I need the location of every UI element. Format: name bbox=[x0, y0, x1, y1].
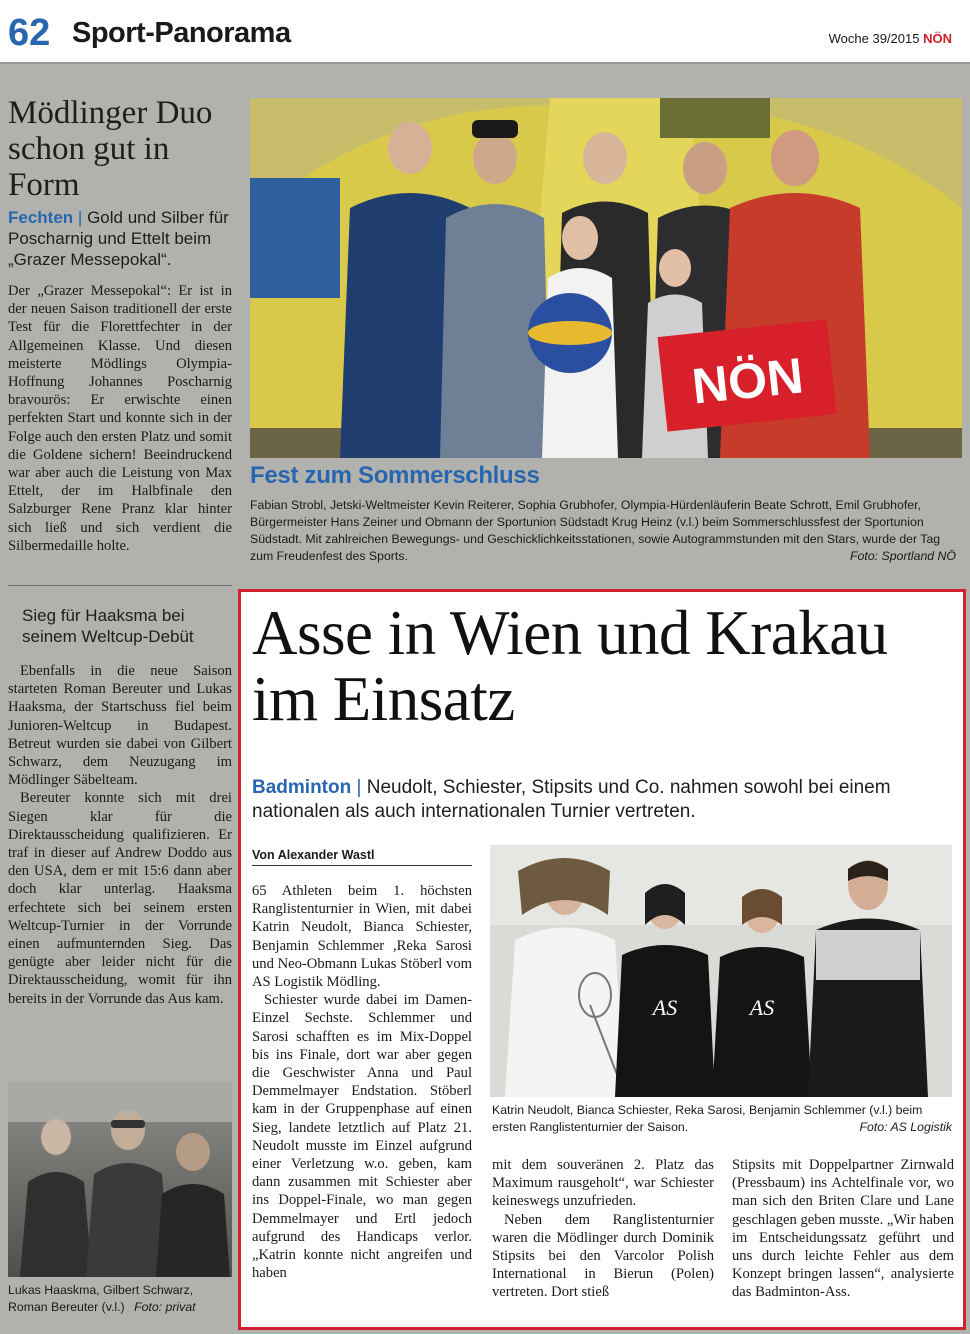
kicker-text: Gold und Silber für Poscharnig und Ettelt beim „Grazer Messepokal“. bbox=[8, 208, 229, 269]
fencers-photo-image bbox=[8, 1082, 232, 1277]
non-sign-text: NÖN bbox=[689, 347, 806, 415]
photo-credit: Foto: AS Logistik bbox=[859, 1120, 952, 1134]
caption-text: Fabian Strobl, Jetski-Weltmeister Kevin Reiterer, Sophia Grubhofer, Olympia-Hürdenläuferin Beate Schrott, Emil Grubhofer, Bürgermeister Hans Zeiner und Obmann der Sportunion Südstadt Krug Heinz (v.l.) beim Sommerschlussfest der Sportunion Südstadt. Mit zahlreichen Bewegungs- und Geschicklichkeitsstationen, sowie Autogrammstunden mit den Stars, wurde der Tag zum Freudenfest des Sports. bbox=[250, 498, 941, 563]
kicker-tag: Badminton bbox=[252, 777, 352, 798]
divider bbox=[8, 585, 232, 586]
kicker-text: Neudolt, Schiester, Stipsits und Co. nahmen sowohl bei einem nationalen als auch internationalen Turnier vertreten. bbox=[252, 777, 891, 822]
article-fencing-subhead: Sieg für Haaksma bei seinem Weltcup-Debüt bbox=[22, 606, 194, 646]
article-fencing-body-2 bbox=[8, 662, 232, 1008]
section-title: Sport-Panorama bbox=[72, 17, 291, 49]
badminton-headline: Asse in Wien und Krakau im Einsatz bbox=[252, 598, 888, 734]
badminton-column-1 bbox=[252, 882, 472, 1282]
paragraph: Stipsits mit Doppelpartner Zirnwald (Pressbaum) ins Achtelfinale vor, wo man sich den Briten Clare und Lane geschlagen geben musste. „Wir haben im Entscheidungssatz geführt und uns durch leichte Fehler aus dem Konzept bringen lassen“, analysierte das Badminton-Ass. bbox=[732, 1157, 954, 1301]
article-fencing-headline: Mödlinger Duo schon gut in Form bbox=[8, 95, 213, 203]
caption-text: Katrin Neudolt, Bianca Schiester, Reka Sarosi, Benjamin Schlemmer (v.l.) beim ersten Ranglistenturnier der Saison. bbox=[492, 1103, 923, 1134]
paragraph: Bereuter konnte sich mit drei Siegen klar für die Direktausscheidung qualifizieren. Er traf in dieser auf Andrew Doddo aus den USA, dem er mit 15:6 dann aber doch klar unterlag. Haaksma erfechtete sich bei seinem ersten Weltcup-Turnier in der Vorrunde einen aufmunternden Sieg. Das genügte aber leider nicht für die Direktausscheidung, womit für ihn bereits in der Vorrunde das Aus kam. bbox=[8, 790, 232, 1007]
paragraph: Schiester wurde dabei im Damen-Einzel Sechste. Schlemmer und Sarosi schafften es im Mix-Doppel bis ins Finale, dort war aber gegen die Geschwister Anna und Paul Demmelmayer Endstation. Stöberl kam in der Gruppenphase auf einen Sieg, landete letztlich auf Platz 21. Neudolt musste im Einzel aufgrund einer Verletzung w.o. geben, kam dann zusammen mit Schiester aber ins Doppel-Finale, wo man gegen Demmelmayer und Ertl jedoch aufgrund des Handicaps verlor. „Katrin konnte nicht angreifen und haben bbox=[252, 992, 472, 1282]
badminton-photo-caption bbox=[492, 1102, 952, 1136]
byline: Von Alexander Wastl bbox=[252, 848, 472, 866]
paragraph: Neben dem Ranglistenturnier waren die Mödlinger durch Dominik Stipsits bei den Varcolor Polish International in Bierun (Polen) vertreten. Dort stieß bbox=[492, 1211, 714, 1301]
paragraph: 65 Athleten beim 1. höchsten Ranglistenturnier in Wien, mit dabei Katrin Neudolt, Bianca Schiester, Benjamin Schlemmer ,Reka Sarosi und Neo-Obmann Lukas Stöberl vom AS Logistik Mödling. bbox=[252, 883, 472, 991]
photo-credit: Foto: Sportland NÖ bbox=[850, 549, 956, 563]
fencers-photo-caption bbox=[8, 1282, 236, 1316]
badminton-column-3 bbox=[732, 1156, 954, 1302]
kicker-divider: | bbox=[356, 777, 362, 798]
jersey-logo: AS bbox=[749, 995, 775, 1020]
article-fencing-body: Der „Grazer Messepokal“: Er ist in der neuen Saison traditionell der erste Test für die Florettfechter in der Allgemeinen Klasse. Und diesen meisterte Mödlings Olympia-Hoffnung Johannes Poscharnig bravourös: Er erwischte einen perfekten Start und konnte sich in der Folge auch den ersten Platz und somit die Goldene sichern! Beeindruckend war aber auch die Leistung von Max Ettelt, der im Halbfinale den Salzburger Rene Pranz klar hinter sich ließ und sich verdient die Silbermedaille holte. bbox=[8, 283, 232, 554]
issue-week: Woche 39/2015 bbox=[828, 31, 920, 46]
page-number: 62 bbox=[8, 12, 51, 54]
paragraph: Ebenfalls in die neue Saison starteten Roman Bereuter und Lukas Haaksma, der Startschuss fiel beim Junioren-Weltcup in Budapest. Betreut wurden sie dabei von Gilbert Schwarz, dem Neuzugang im Mödlinger Säbelteam. bbox=[8, 663, 232, 789]
kicker-tag: Fechten bbox=[8, 208, 74, 227]
kicker-divider: | bbox=[77, 208, 83, 227]
brand-name: NÖN bbox=[923, 31, 952, 46]
feature-headline: Fest zum Sommerschluss bbox=[250, 462, 540, 489]
article-fencing-kicker bbox=[8, 207, 240, 270]
summer-fest-photo-image bbox=[250, 98, 962, 458]
summer-fest-photo bbox=[250, 98, 962, 458]
badminton-kicker bbox=[252, 776, 952, 824]
feature-caption bbox=[250, 497, 956, 565]
caption-text: Lukas Haaskma, Gilbert Schwarz, Roman Bereuter (v.l.) bbox=[8, 1283, 194, 1314]
paragraph: mit dem souveränen 2. Platz das Maximum rausgeholt“, war Schiester keineswegs unzufrieden. bbox=[492, 1157, 714, 1210]
badminton-team-photo-image bbox=[490, 845, 952, 1097]
badminton-team-photo bbox=[490, 845, 952, 1097]
issue-label bbox=[829, 32, 952, 45]
jersey-logo: AS bbox=[652, 995, 678, 1020]
photo-credit: Foto: privat bbox=[134, 1300, 196, 1314]
badminton-column-2 bbox=[492, 1156, 714, 1302]
fencers-photo bbox=[8, 1082, 232, 1277]
